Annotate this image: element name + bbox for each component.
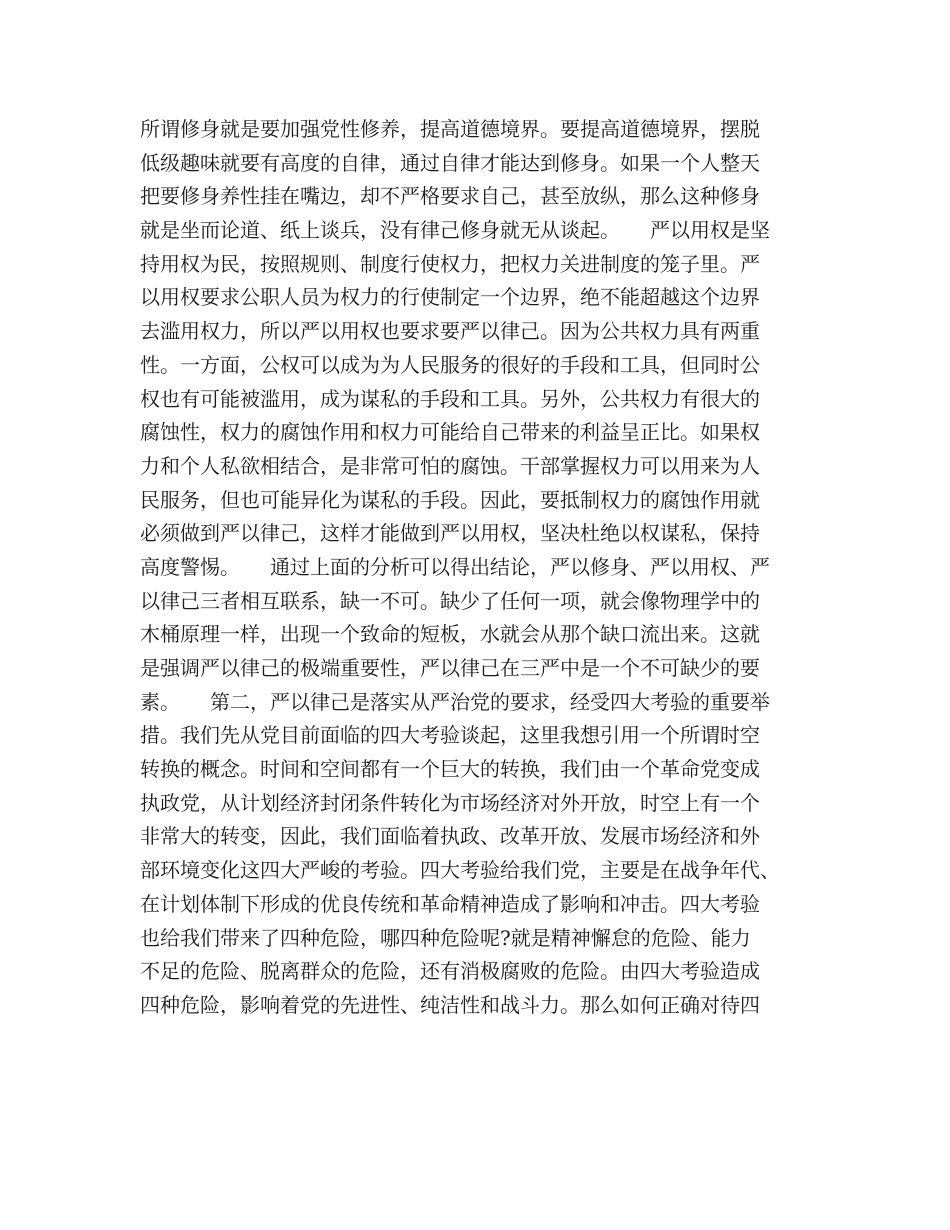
text-line: 就是坐而论道、纸上谈兵，没有律己修身就无从谈起。 严以用权是坚 <box>140 218 770 243</box>
text-line: 权也有可能被滥用，成为谋私的手段和工具。另外，公共权力有很大的 <box>140 386 760 411</box>
text-line: 把要修身养性挂在嘴边，却不严格要求自己，甚至放纵，那么这种修身 <box>140 184 760 209</box>
text-line: 持用权为民，按照规则、制度行使权力，把权力关进制度的笼子里。严 <box>140 251 760 276</box>
text-line: 去滥用权力，所以严以用权也要求要严以律己。因为公共权力具有两重 <box>140 319 760 344</box>
text-line: 以律己三者相互联系，缺一不可。缺少了任何一项，就会像物理学中的 <box>140 588 760 613</box>
text-line: 性。一方面，公权可以成为为人民服务的很好的手段和工具，但同时公 <box>140 352 760 377</box>
text-line: 素。 第二，严以律己是落实从严治党的要求，经受四大考验的重要举 <box>140 689 770 714</box>
text-line: 低级趣味就要有高度的自律，通过自律才能达到修身。如果一个人整天 <box>140 150 760 175</box>
text-line: 在计划体制下形成的优良传统和革命精神造成了影响和冲击。四大考验 <box>140 891 760 916</box>
text-line: 以用权要求公职人员为权力的行使制定一个边界，绝不能超越这个边界 <box>140 285 760 310</box>
text-line: 必须做到严以律己，这样才能做到严以用权，坚决杜绝以权谋私，保持 <box>140 521 760 546</box>
text-line: 转换的概念。时间和空间都有一个巨大的转换，我们由一个革命党变成 <box>140 757 760 782</box>
text-line: 非常大的转变，因此，我们面临着执政、改革开放、发展市场经济和外 <box>140 824 760 849</box>
text-line: 木桶原理一样，出现一个致命的短板，水就会从那个缺口流出来。这就 <box>140 622 760 647</box>
text-line: 措。我们先从党目前面临的四大考验谈起，这里我想引用一个所谓时空 <box>140 723 760 748</box>
text-line: 力和个人私欲相结合，是非常可怕的腐蚀。干部掌握权力可以用来为人 <box>140 453 760 478</box>
text-line: 四种危险，影响着党的先进性、纯洁性和战斗力。那么如何正确对待四 <box>140 992 760 1017</box>
body-text <box>140 113 830 1023</box>
text-line: 部环境变化这四大严峻的考验。四大考验给我们党，主要是在战争年代、 <box>140 858 780 883</box>
text-line: 不足的危险、脱离群众的危险，还有消极腐败的危险。由四大考验造成 <box>140 959 760 984</box>
text-line: 高度警惕。 通过上面的分析可以得出结论，严以修身、严以用权、严 <box>140 554 770 579</box>
text-line: 也给我们带来了四种危险，哪四种危险呢?就是精神懈怠的危险、能力 <box>140 925 751 950</box>
text-line: 腐蚀性，权力的腐蚀作用和权力可能给自己带来的利益呈正比。如果权 <box>140 420 760 445</box>
text-line: 执政党，从计划经济封闭条件转化为市场经济对外开放，时空上有一个 <box>140 790 760 815</box>
text-line: 是强调严以律己的极端重要性，严以律己在三严中是一个不可缺少的要 <box>140 656 760 680</box>
text-line: 所谓修身就是要加强党性修养，提高道德境界。要提高道德境界，摆脱 <box>140 117 760 141</box>
text-line: 民服务，但也可能异化为谋私的手段。因此，要抵制权力的腐蚀作用就 <box>140 487 760 512</box>
